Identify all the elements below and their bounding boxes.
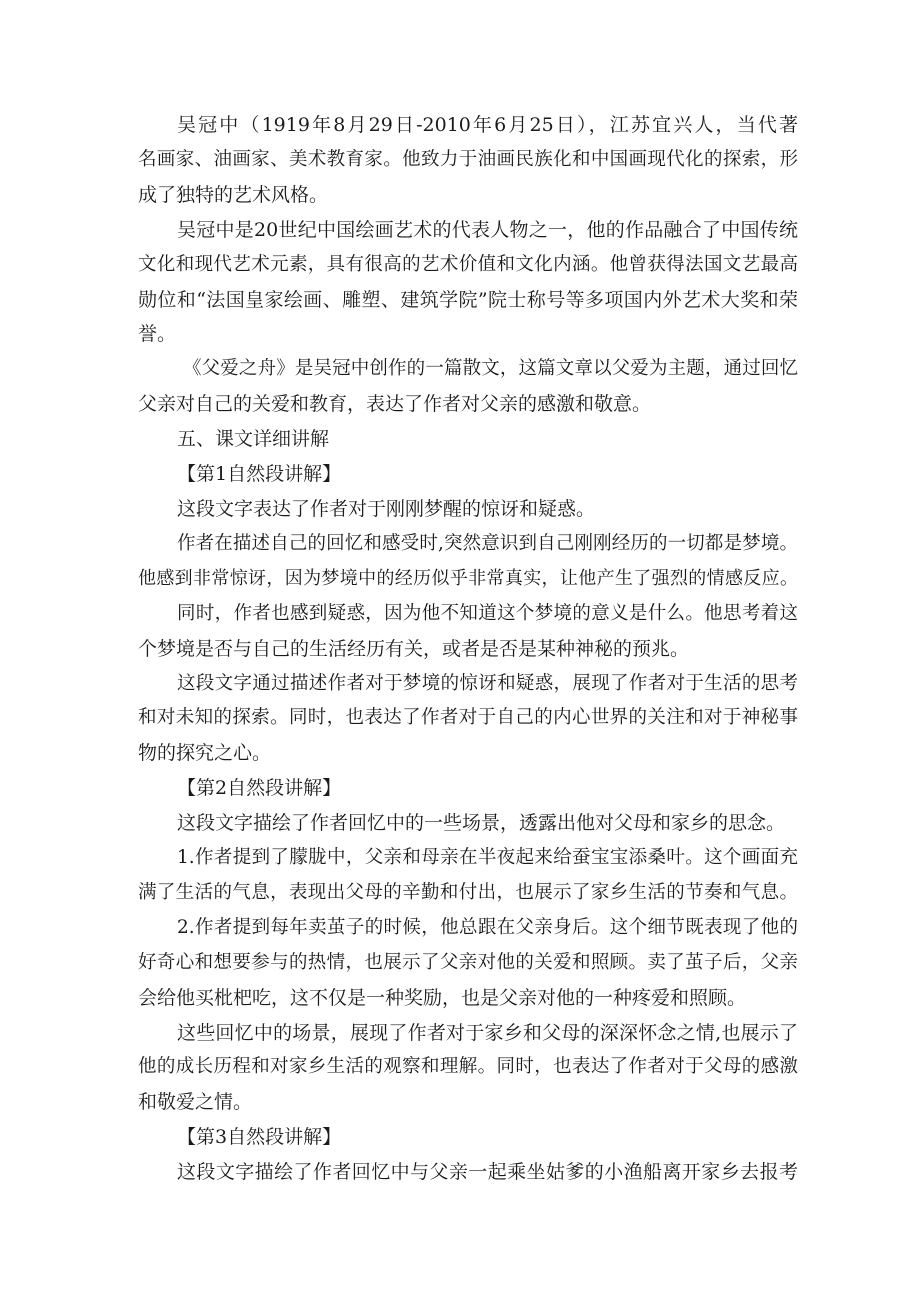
paragraph-heading: 【第3自然段讲解】 <box>177 1126 342 1149</box>
text-line: 和敬爱之情。 <box>138 1091 253 1114</box>
text-line: 2.作者提到每年卖茧子的时候，他总跟在父亲身后。这个细节既表现了他的 <box>177 916 798 938</box>
text-line: 1.作者提到了朦胧中，父亲和母亲在半夜起来给蚕宝宝添桑叶。这个画面充 <box>177 847 798 869</box>
document-body <box>138 108 798 1190</box>
text-line: 吴冠中是20世纪中国绘画艺术的代表人物之一，他的作品融合了中国传统 <box>177 218 798 241</box>
text-line: 成了独特的艺术风格。 <box>138 183 329 206</box>
text-line: 同时，作者也感到疑惑，因为他不知道这个梦境的意义是什么。他思考着这 <box>177 602 798 624</box>
text-line: 个梦境是否与自己的生活经历有关，或者是否是某种神秘的预兆。 <box>138 637 690 660</box>
paragraph-heading: 【第1自然段讲解】 <box>177 463 342 486</box>
paragraph-heading: 【第2自然段讲解】 <box>177 777 342 800</box>
text-line: 物的探究之心。 <box>138 742 272 765</box>
text-line: 和对未知的探索。同时，也表达了作者对于自己的内心世界的关注和对于神秘事 <box>138 707 798 729</box>
text-line: 这段文字表达了作者对于刚刚梦醒的惊讶和疑惑。 <box>177 497 596 520</box>
text-line: 名画家、油画家、美术教育家。他致力于油画民族化和中国画现代化的探索，形 <box>138 148 798 170</box>
text-line: 《父爱之舟》是吴冠中创作的一篇散文，这篇文章以父爱为主题，通过回忆 <box>183 358 798 380</box>
text-line: 勋位和“法国皇家绘画、雕塑、建筑学院”院士称号等多项国内外艺术大奖和荣 <box>138 288 798 311</box>
text-line: 好奇心和想要参与的热情，也展示了父亲对他的关爱和照顾。卖了茧子后，父亲 <box>138 951 798 973</box>
text-line: 这段文字通过描述作者对于梦境的惊讶和疑惑，展现了作者对于生活的思考 <box>177 672 798 694</box>
text-line: 他感到非常惊讶，因为梦境中的经历似乎非常真实，让他产生了强烈的情感反应。 <box>138 567 798 589</box>
text-line: 他的成长历程和对家乡生活的观察和理解。同时，也表达了作者对于父母的感激 <box>138 1056 798 1078</box>
text-line: 父亲对自己的关爱和教育，表达了作者对父亲的感激和敬意。 <box>138 393 652 416</box>
text-line: 这段文字描绘了作者回忆中的一些场景，透露出他对父母和家乡的思念。 <box>177 812 786 835</box>
text-line: 这些回忆中的场景，展现了作者对于家乡和父母的深深怀念之情,也展示了 <box>177 1021 798 1044</box>
text-line: 誉。 <box>138 323 177 346</box>
text-line: 作者在描述自己的回忆和感受时,突然意识到自己刚刚经历的一切都是梦境。 <box>177 532 798 554</box>
text-line: 会给他买枇杷吃，这不仅是一种奖励，也是父亲对他的一种疼爱和照顾。 <box>138 986 747 1009</box>
section-heading: 五、课文详细讲解 <box>177 428 330 451</box>
text-line: 吴冠中（1919年8月29日-2010年6月25日），江苏宜兴人，当代著 <box>177 114 798 136</box>
text-line: 文化和现代艺术元素，具有很高的艺术价值和文化内涵。他曾获得法国文艺最高 <box>138 253 798 275</box>
text-line: 满了生活的气息，表现出父母的辛勤和付出，也展示了家乡生活的节奏和气息。 <box>138 881 798 903</box>
text-line: 这段文字描绘了作者回忆中与父亲一起乘坐姑爹的小渔船离开家乡去报考 <box>177 1161 798 1184</box>
